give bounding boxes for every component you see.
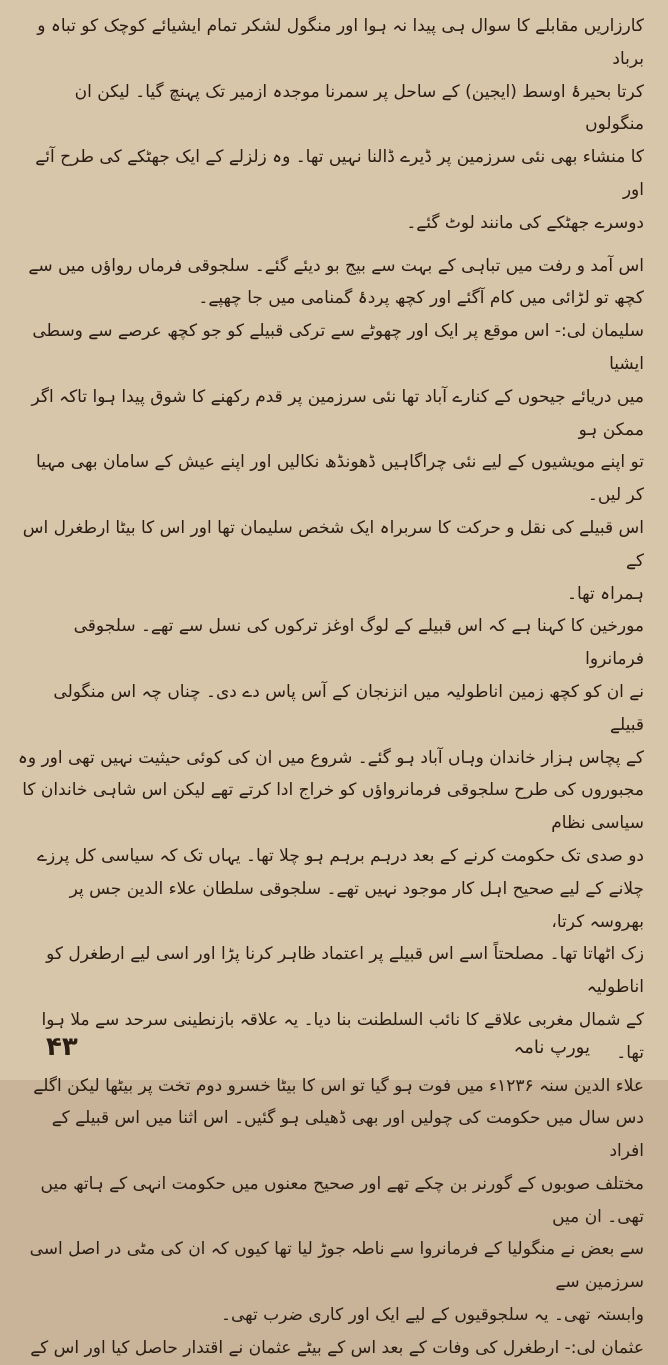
text-line: دس سال میں حکومت کی چولیں اور بھی ڈھیلی ہو گئیں۔ اس اثنا میں اس قبیلے کے افراد — [51, 1108, 644, 1162]
text-line: کچھ تو لڑائی میں کام آگئے اور کچھ پردۂ گمنامی میں جا چھپے۔ — [198, 288, 644, 309]
text-line: اس قبیلے کی نقل و حرکت کا سربراہ ایک شخص سلیمان تھا اور اس کا بیٹا ارطغرل اس کے — [22, 517, 644, 571]
paragraph-seljuk-decline — [16, 250, 644, 316]
text-line: وابستہ تھی۔ یہ سلجوقیوں کے لیے ایک اور کاری ضرب تھی۔ — [221, 1305, 644, 1326]
text-line: زک اٹھاتا تھا۔ مصلحتاً اسے اس قبیلے پر اعتماد ظاہر کرنا پڑا اور اسی لیے ارطغرل کو اناطولیہ — [46, 944, 644, 998]
text-line: کا منشاء بھی نئی سرزمین پر ڈیرے ڈالنا نہیں تھا۔ وہ زلزلے کے ایک جھٹکے کی طرح آئے اور — [35, 147, 644, 200]
text-line: مجبوروں کی طرح سلجوقی فرمانرواؤں کو خراج ادا کرتے تھے لیکن اس شاہی خاندان کا سیاسی نظام — [22, 780, 644, 834]
running-title: یورپ نامہ — [513, 1037, 590, 1058]
text-line: چلانے کے لیے صحیح اہل کار موجود نہیں تھے۔ سلجوقی سلطان علاء الدین جس پر بھروسہ کرتا، — [69, 878, 644, 932]
text-line: مورخین کا کہنا ہے کہ اس قبیلے کے لوگ اوغز ترکوں کی نسل سے تھے۔ سلجوقی فرمانروا — [73, 616, 644, 670]
paragraph-historians — [16, 610, 644, 1332]
page-number: ۴۳ — [46, 1032, 78, 1062]
text-line: کے شمال مغربی علاقے کا نائب السلطنت بنا دیا۔ یہ علاقہ بازنطینی سرحد سے ملا ہوا تھا۔ — [41, 1009, 644, 1063]
page-text — [16, 10, 644, 1365]
text-line: دوسرے جھٹکے کی مانند لوٹ گئے۔ — [406, 212, 644, 233]
text-line: سلیمان لی:- اس موقع پر ایک اور چھوٹے سے ترکی قبیلے کو جو کچھ عرصے سے وسطی ایشیا — [32, 321, 644, 374]
text-line: اس آمد و رفت میں تباہی کے بہت سے بیج بو دیئے گئے۔ سلجوقی فرماں رواؤں میں سے — [28, 255, 644, 276]
text-line: نے ان کو کچھ زمین اناطولیہ میں انزنجان کے آس پاس دے دی۔ چناں چہ اس منگولی قبیلے — [53, 681, 644, 735]
text-line: علاء الدین سنہ ۱۲۳۶ء میں فوت ہو گیا تو اس کا بیٹا خسرو دوم تخت پر بیٹھا لیکن اگلے — [33, 1075, 644, 1096]
text-line: کے پچاس ہزار خاندان وہاں آباد ہو گئے۔ شروع میں ان کی کوئی حیثیت نہیں تھی اور وہ — [17, 747, 644, 768]
text-line: کارزاریں مقابلے کا سوال ہی پیدا نہ ہوا اور منگول لشکر تمام ایشیائے کوچک کو تباہ و برباد — [37, 16, 644, 69]
text-line: دو صدی تک حکومت کرنے کے بعد درہم برہم ہو چلا تھا۔ یہاں تک کہ سیاسی کل پرزے — [37, 845, 644, 866]
text-line: سے بعض نے منگولیا کے فرمانروا سے ناطہ جوڑ لیا تھا کیوں کہ ان کی مٹی در اصل اسی سرزمین سے — [29, 1239, 644, 1293]
page-footer — [0, 1010, 668, 1080]
text-line: مختلف صوبوں کے گورنر بن چکے تھے اور صحیح معنوں میں حکومت انہی کے ہاتھ میں تھی۔ ان میں — [40, 1173, 644, 1227]
text-line: میں دریائے جیحوں کے کنارے آباد تھا نئی سرزمین پر قدم رکھنے کا شوق پیدا ہوا تاکہ اگر ممکن ہو — [31, 386, 644, 440]
text-line: تو اپنے مویشیوں کے لیے نئی چراگاہیں ڈھونڈھ نکالیں اور اپنے عیش کے سامان بھی مہیا کر لیں۔ — [36, 452, 644, 506]
text-line: عثمان لی:- ارطغرل کی وفات کے بعد اس کے بیٹے عثمان نے اقتدار حاصل کیا اور اس کے — [30, 1337, 644, 1358]
paragraph-mongol-invasion — [16, 10, 644, 240]
text-line: کرتا بحیرۂ اوسط (ایجین) کے ساحل پر سمرنا موجدہ ازمیر تک پہنچ گیا۔ لیکن ان منگولوں — [74, 81, 644, 135]
paragraph-osman — [16, 1332, 644, 1365]
paragraph-suleyman — [16, 315, 644, 610]
text-line: ہمراہ تھا۔ — [567, 583, 644, 604]
